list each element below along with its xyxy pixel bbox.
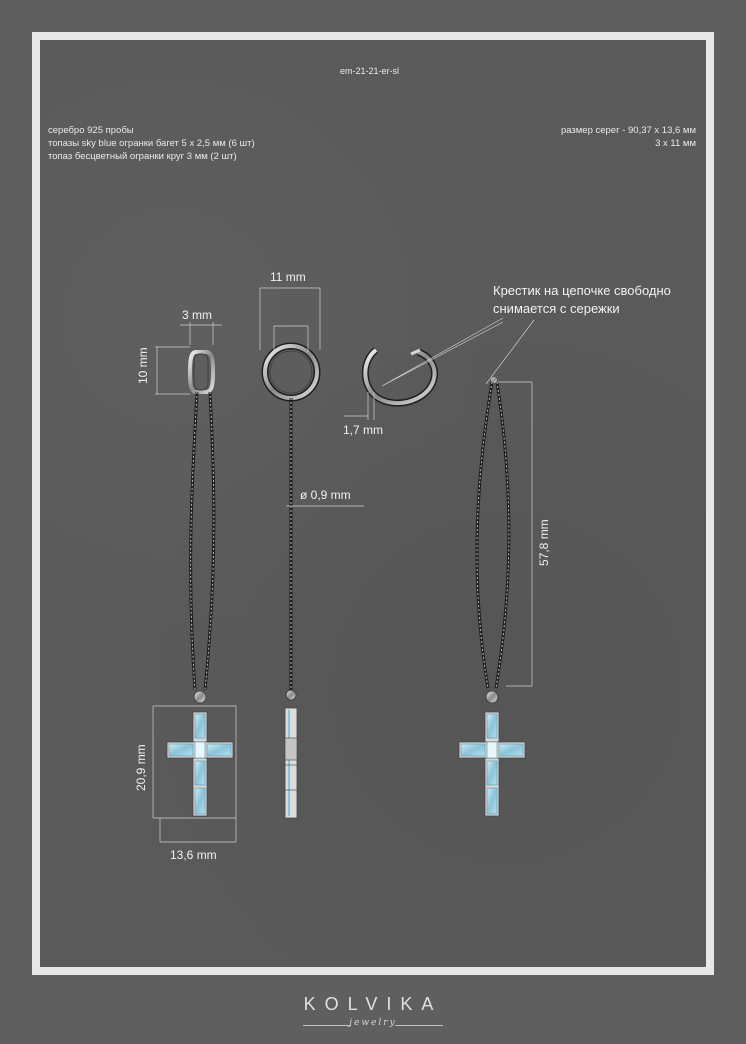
spec-topaz-clear: топаз бесцветный огранки круг 3 мм (2 шт)	[48, 151, 237, 162]
spec-topaz-blue: топазы sky blue огранки багет 5 х 2,5 мм (6 шт)	[48, 138, 255, 149]
dim-hoop-height: 10 mm	[136, 347, 150, 384]
middle-earring-front-view	[260, 288, 364, 818]
cross-pendant-side	[285, 708, 297, 818]
right-earring-chain-view	[382, 318, 534, 816]
open-hoop-view	[344, 350, 435, 420]
product-code: em-21-21-er-sl	[340, 66, 400, 76]
brand-logo: KOLVIKA	[303, 994, 443, 1014]
left-earring-side-view	[153, 322, 236, 842]
dim-hoop-diameter: 11 mm	[270, 270, 306, 284]
note-line-1: Крестик на цепочке свободно	[493, 283, 671, 298]
spec-hoop-size: 3 х 11 мм	[655, 138, 696, 149]
cross-pendant-right	[459, 712, 525, 816]
dim-cross-width: 13,6 mm	[170, 848, 217, 862]
detachable-cross-note	[493, 282, 671, 318]
spec-metal: серебро 925 пробы	[48, 125, 134, 136]
cross-pendant-left	[167, 712, 233, 816]
dim-hoop-thickness: 1,7 mm	[343, 423, 384, 437]
spec-earring-size: размер серег - 90,37 х 13,6 мм	[560, 125, 696, 136]
dim-chain-diameter: ø 0,9 mm	[300, 488, 351, 502]
dim-cross-height: 20,9 mm	[134, 744, 148, 791]
dim-chain-length: 57,8 mm	[537, 519, 551, 566]
note-line-2: снимается с сережки	[493, 301, 620, 316]
dim-hoop-width: 3 mm	[182, 308, 212, 322]
brand-subtitle: jewelry	[349, 1018, 397, 1028]
